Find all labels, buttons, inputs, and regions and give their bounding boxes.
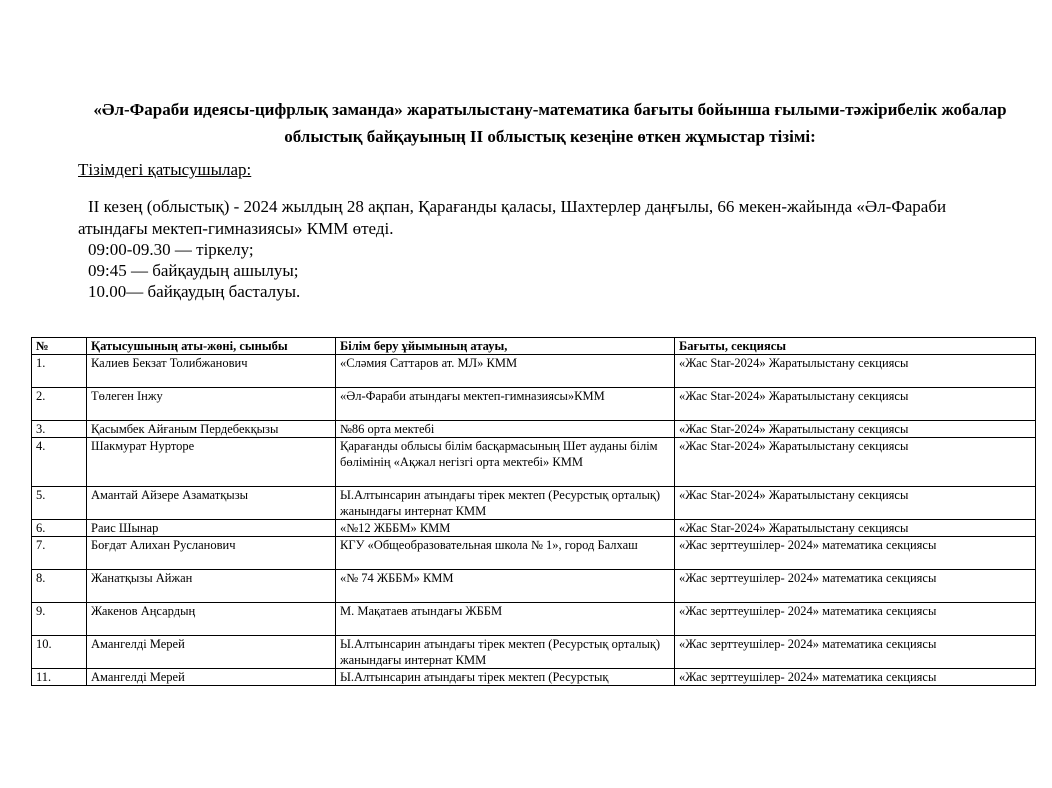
table-row: [32, 603, 1036, 636]
participant-name: Амантай Айзере Азаматқызы: [87, 487, 336, 520]
header-organization: Білім беру ұйымының атауы,: [336, 338, 675, 355]
table-row: [32, 421, 1036, 438]
row-number: 10.: [32, 636, 87, 669]
header-number: №: [32, 338, 87, 355]
header-name: Қатысушының аты-жөні, сыныбы: [87, 338, 336, 355]
row-number: 2.: [32, 388, 87, 421]
schedule-item-start: 10.00— байқаудың басталуы.: [88, 282, 301, 301]
table-row: [32, 388, 1036, 421]
participants-table: [31, 337, 1036, 686]
table-row: [32, 537, 1036, 570]
organization-name: Ы.Алтынсарин атындағы тірек мектеп (Ресурстық орталық) жанындағы интернат КММ: [336, 487, 675, 520]
participant-name: Жанатқызы Айжан: [87, 570, 336, 603]
table-row: [32, 355, 1036, 388]
event-info: [78, 196, 1033, 240]
participant-name: Шакмурат Нурторе: [87, 438, 336, 487]
table-row: [32, 487, 1036, 520]
direction-section: «Жас зерттеушілер- 2024» математика секциясы: [675, 603, 1036, 636]
schedule-item-registration: 09:00-09.30 — тіркелу;: [88, 240, 254, 259]
organization-name: №86 орта мектебі: [336, 421, 675, 438]
row-number: 6.: [32, 520, 87, 537]
row-number: 4.: [32, 438, 87, 487]
row-number: 8.: [32, 570, 87, 603]
table-row: [32, 438, 1036, 487]
direction-section: «Жас зерттеушілер- 2024» математика секциясы: [675, 669, 1036, 686]
table-row: [32, 570, 1036, 603]
direction-section: «Жас Star-2024» Жаратылыстану секциясы: [675, 421, 1036, 438]
organization-name: М. Мақатаев атындағы ЖББМ: [336, 603, 675, 636]
table-header-row: [32, 338, 1036, 355]
participant-name: Төлеген Інжу: [87, 388, 336, 421]
event-info-line-1: II кезең (облыстық) - 2024 жылдың 28 ақпан, Қарағанды қаласы, Шахтерлер даңғылы, 66 мекен-жайында «Әл-Фараби: [88, 197, 947, 216]
schedule-item-opening: 09:45 — байқаудың ашылуы;: [88, 261, 299, 280]
participants-subtitle: Тізімдегі қатысушылар:: [78, 160, 252, 179]
participant-name: Боғдат Алихан Русланович: [87, 537, 336, 570]
row-number: 7.: [32, 537, 87, 570]
row-number: 11.: [32, 669, 87, 686]
row-number: 5.: [32, 487, 87, 520]
table-row: [32, 669, 1036, 686]
table-row: [32, 636, 1036, 669]
participant-name: Калиев Бекзат Толибжанович: [87, 355, 336, 388]
direction-section: «Жас Star-2024» Жаратылыстану секциясы: [675, 388, 1036, 421]
participant-name: Жакенов Аңсардың: [87, 603, 336, 636]
participant-name: Раис Шынар: [87, 520, 336, 537]
document-title: «Әл-Фараби идеясы-цифрлық заманда» жаратылыстану-математика бағыты бойынша ғылыми-тәжірибелік жобалар облыстық байқауының II облыстық кезеңіне өткен жұмыстар тізімі:: [93, 100, 1007, 146]
organization-name: Ы.Алтынсарин атындағы тірек мектеп (Ресурстық: [336, 669, 675, 686]
organization-name: «№12 ЖББМ» КММ: [336, 520, 675, 537]
direction-section: «Жас Star-2024» Жаратылыстану секциясы: [675, 520, 1036, 537]
organization-name: «№ 74 ЖББМ» КММ: [336, 570, 675, 603]
row-number: 3.: [32, 421, 87, 438]
organization-name: Ы.Алтынсарин атындағы тірек мектеп (Ресурстық орталық) жанындағы интернат КММ: [336, 636, 675, 669]
event-info-line-2: атындағы мектеп-гимназиясы» КММ өтеді.: [78, 219, 394, 238]
direction-section: «Жас Star-2024» Жаратылыстану секциясы: [675, 487, 1036, 520]
participant-name: Амангелді Мерей: [87, 636, 336, 669]
direction-section: «Жас зерттеушілер- 2024» математика секциясы: [675, 636, 1036, 669]
header-direction: Бағыты, секциясы: [675, 338, 1036, 355]
organization-name: Қарағанды облысы білім басқармасының Шет ауданы білім бөлімінің «Ақжал негізгі орта мектебі» КММ: [336, 438, 675, 487]
participant-name: Амангелді Мерей: [87, 669, 336, 686]
direction-section: «Жас Star-2024» Жаратылыстану секциясы: [675, 438, 1036, 487]
table-row: [32, 520, 1036, 537]
participant-name: Қасымбек Айғаным Пердебекқызы: [87, 421, 336, 438]
direction-section: «Жас зерттеушілер- 2024» математика секциясы: [675, 537, 1036, 570]
organization-name: «Сләмия Саттаров ат. МЛ» КММ: [336, 355, 675, 388]
organization-name: КГУ «Общеобразовательная школа № 1», город Балхаш: [336, 537, 675, 570]
direction-section: «Жас Star-2024» Жаратылыстану секциясы: [675, 355, 1036, 388]
organization-name: «Әл-Фараби атындағы мектеп-гимназиясы»КММ: [336, 388, 675, 421]
row-number: 9.: [32, 603, 87, 636]
direction-section: «Жас зерттеушілер- 2024» математика секциясы: [675, 570, 1036, 603]
row-number: 1.: [32, 355, 87, 388]
